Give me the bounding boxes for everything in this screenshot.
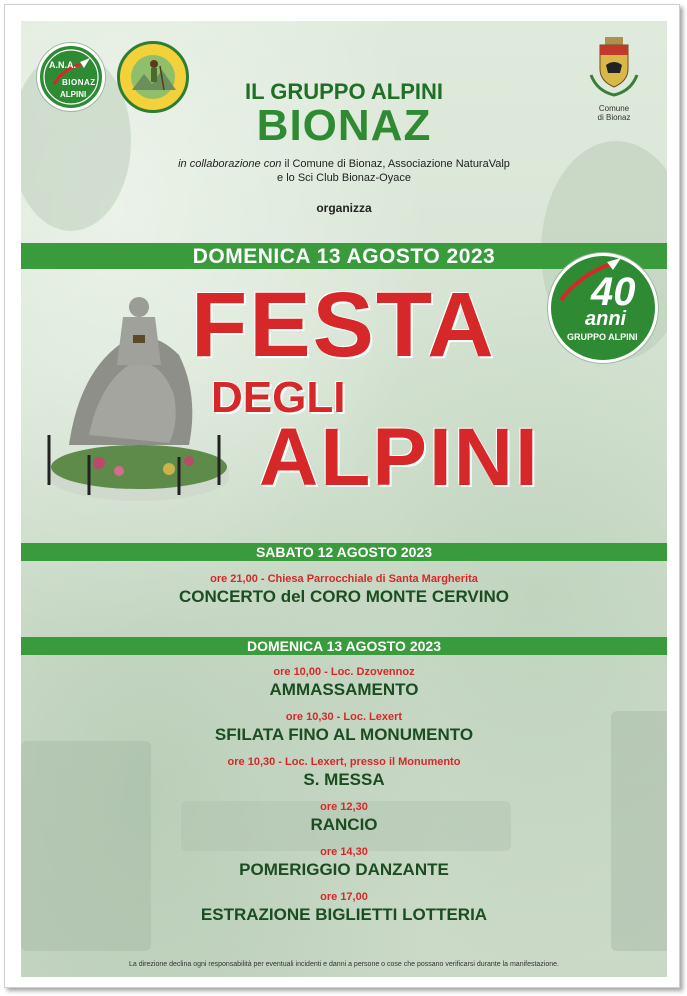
disclaimer: La direzione declina ogni responsabilità per eventuali incidenti e danni a persone o cose che possano verificarsi durante la manifestazione.	[129, 961, 559, 968]
badge-sub: GRUPPO ALPINI	[567, 332, 638, 342]
title-festa: FESTA	[191, 274, 496, 376]
comune-label-1: Comune	[598, 104, 630, 113]
event-5-time: ore 14,30	[320, 846, 368, 858]
event-3-name: S. MESSA	[303, 770, 385, 789]
event-2-time: ore 10,30 - Loc. Lexert	[285, 711, 403, 723]
saturday-band: SABATO 12 AGOSTO 2023	[21, 543, 667, 561]
collab-line2: e lo Sci Club Bionaz-Oyace	[277, 172, 411, 184]
event-2-name: SFILATA FINO AL MONUMENTO	[214, 725, 474, 744]
saturday-event-name: CONCERTO del CORO MONTE CERVINO	[179, 587, 509, 606]
ana-logo-line2: BIONAZ	[62, 78, 96, 87]
collab-prefix: in collaborazione con	[178, 158, 282, 170]
main-date-band: DOMENICA 13 AGOSTO 2023	[21, 243, 667, 269]
poster-frame	[4, 4, 680, 988]
badge-word: anni	[585, 308, 627, 330]
collab-line1	[21, 158, 667, 170]
event-6-name: ESTRAZIONE BIGLIETTI LOTTERIA	[200, 905, 488, 924]
sunday-band: DOMENICA 13 AGOSTO 2023	[21, 637, 667, 655]
title-alpini: ALPINI	[259, 412, 540, 503]
event-6-time: ore 17,00	[320, 891, 368, 903]
header-title-line2: BIONAZ	[256, 101, 432, 150]
title-degli: DEGLI	[211, 373, 346, 422]
organizza-label: organizza	[316, 201, 372, 215]
collab-line1-rest: il Comune di Bionaz, Associazione NaturaValp	[281, 158, 510, 170]
event-1-time: ore 10,00 - Loc. Dzovennoz	[273, 666, 415, 678]
event-4-name: RANCIO	[310, 815, 378, 834]
saturday-event-time: ore 21,00 - Chiesa Parrocchiale di Santa Margherita	[210, 573, 478, 585]
badge-number: 40	[591, 270, 636, 314]
comune-label-2: di Bionaz	[597, 113, 631, 122]
event-4-time: ore 12,30	[320, 801, 368, 813]
ana-logo-line3: ALPINI	[60, 90, 87, 99]
event-3-time: ore 10,30 - Loc. Lexert, presso il Monumento	[227, 756, 461, 768]
event-1-name: AMMASSAMENTO	[269, 680, 419, 699]
event-5-name: POMERIGGIO DANZANTE	[239, 860, 449, 879]
header-title-line1: IL GRUPPO ALPINI	[244, 79, 444, 104]
anniversary-badge	[548, 253, 658, 363]
ana-logo-line1: A.N.A.	[49, 60, 76, 70]
poster	[21, 21, 667, 977]
